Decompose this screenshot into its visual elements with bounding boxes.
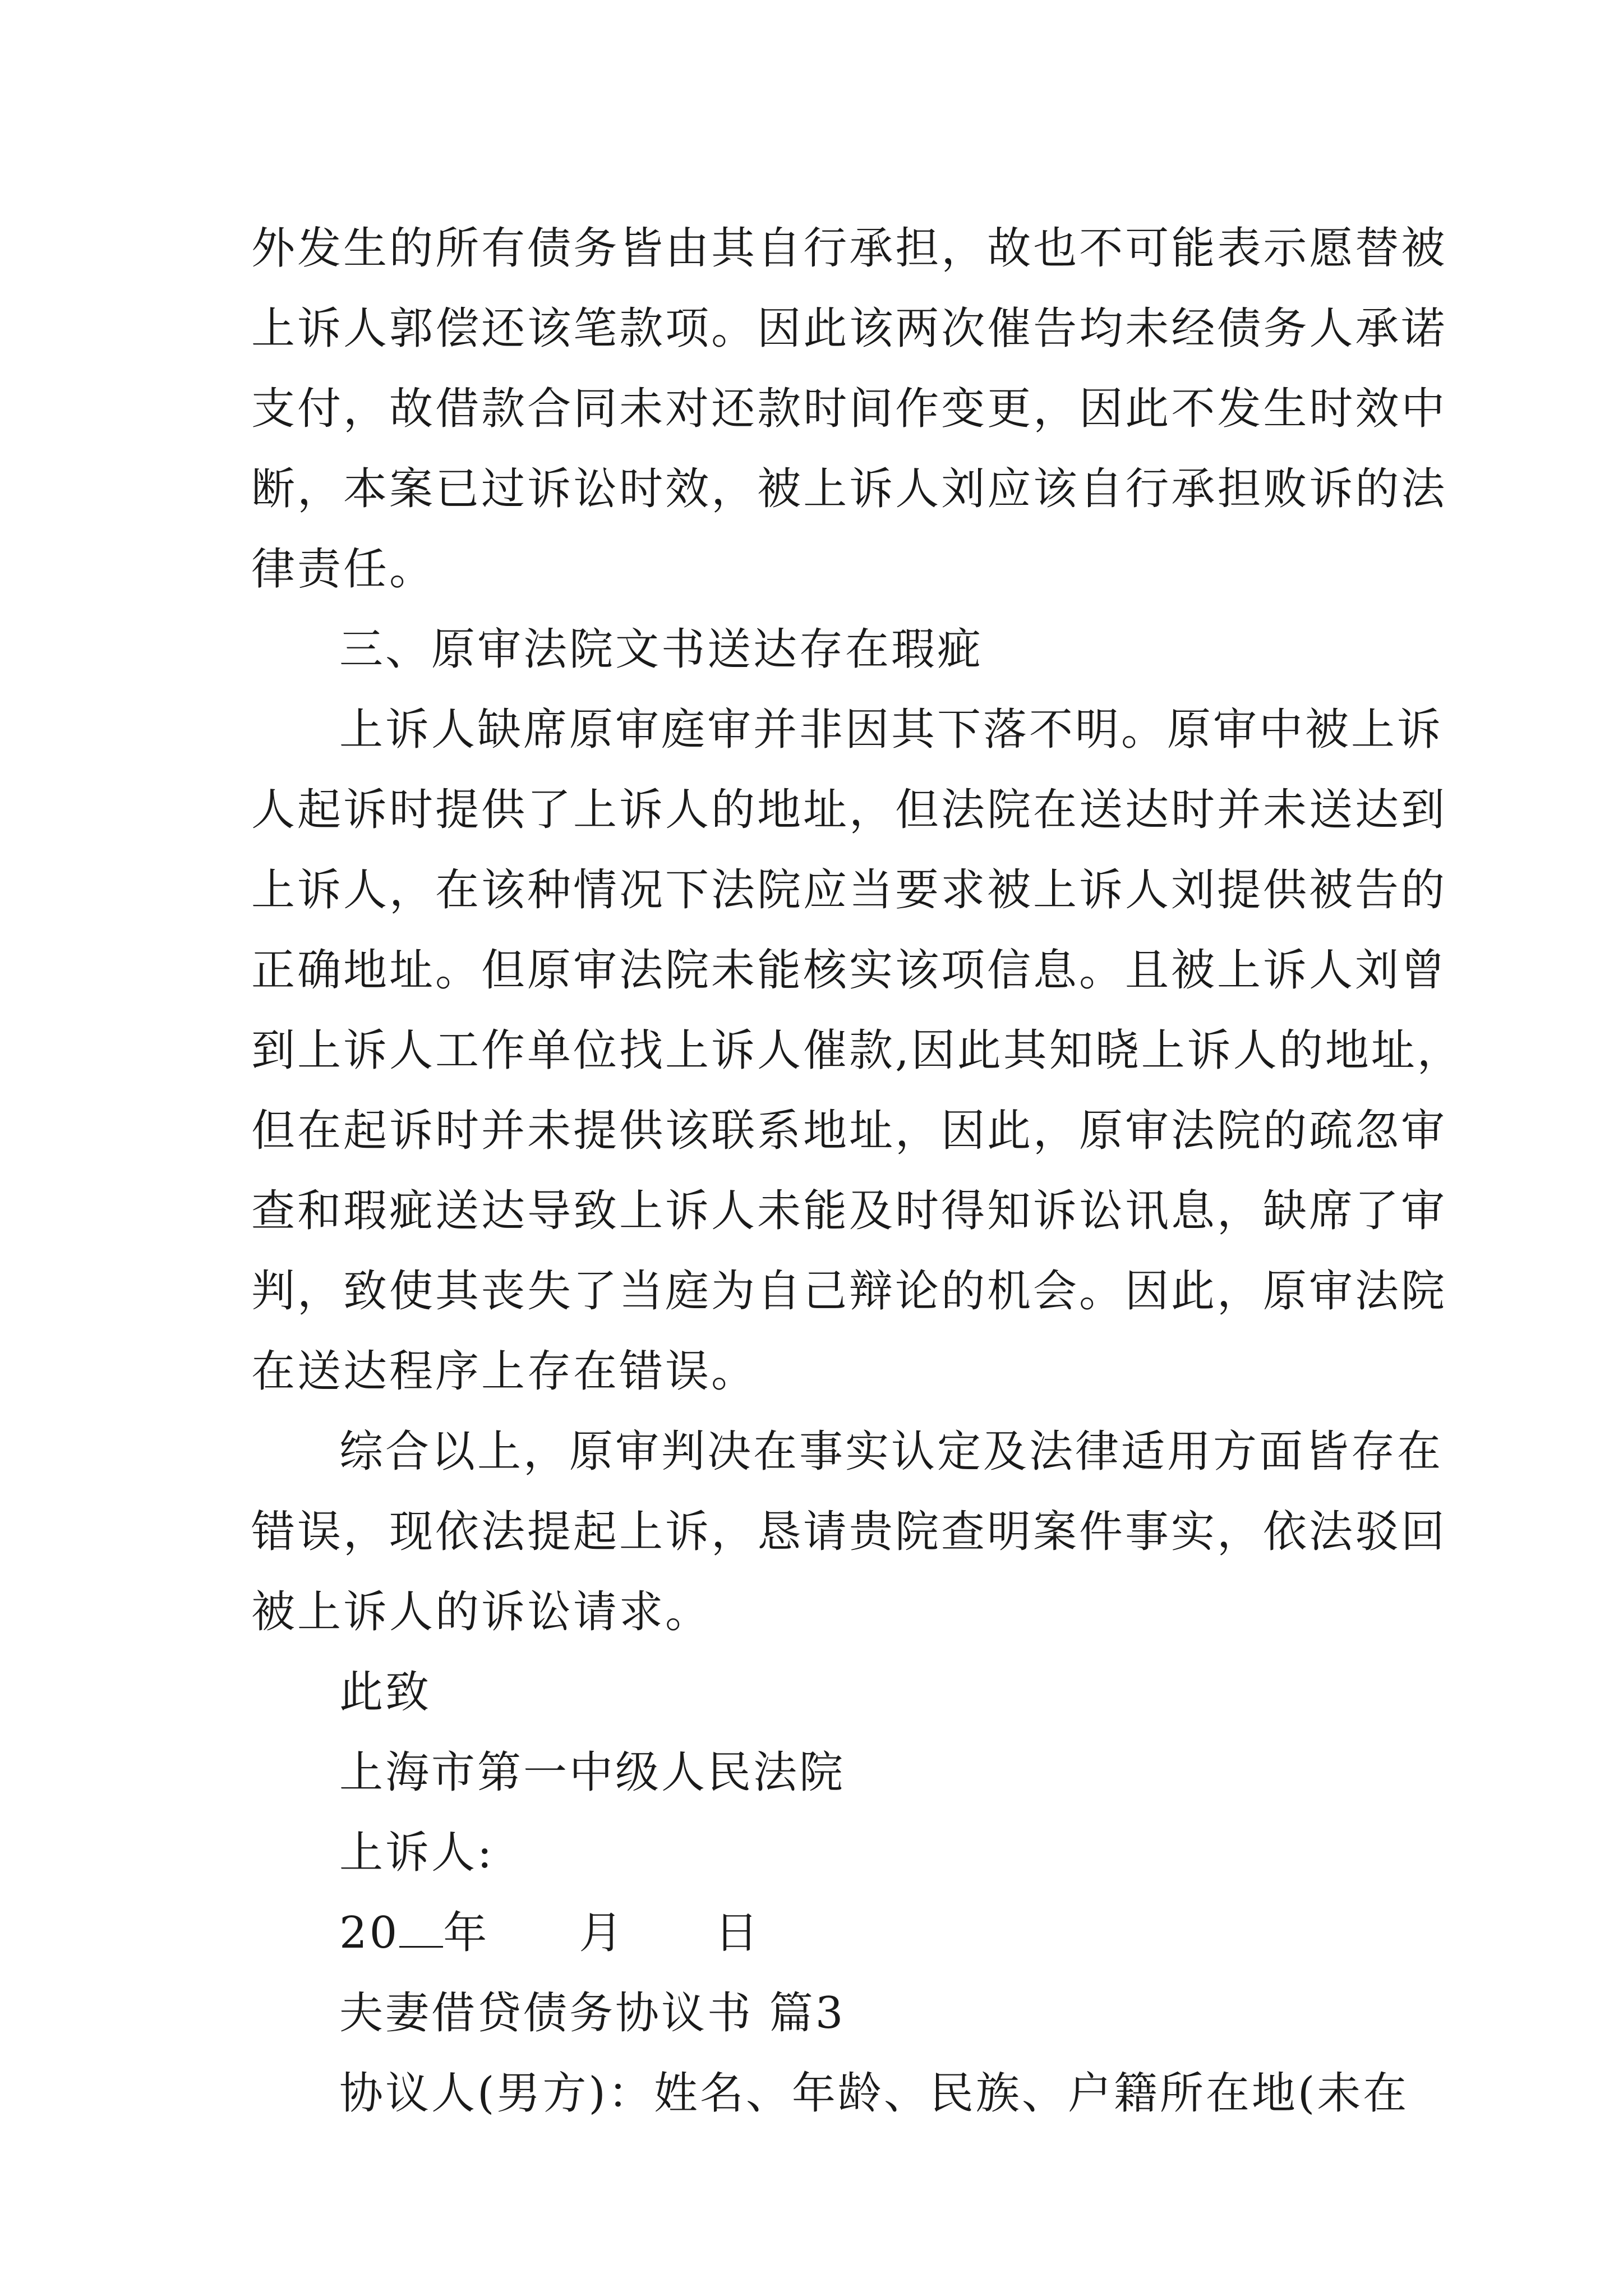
text-line: 错误，现依法提起上诉，恳请贵院查明案件事实，依法驳回 xyxy=(251,1507,1447,1557)
text-line: 上诉人缺席原审庭审并非因其下落不明。原审中被上诉 xyxy=(339,705,1444,755)
next-section-title: 夫妻借贷债务协议书 篇3 xyxy=(339,1988,846,2039)
date-month-label: 月 xyxy=(579,1908,625,1958)
text-line: 综合以上，原审判决在事实认定及法律适用方面皆存在 xyxy=(339,1427,1444,1477)
text-line: 但在起诉时并未提供该联系地址，因此，原审法院的疏忽审 xyxy=(251,1106,1447,1156)
text-line: 支 付 ， 故 借 款 合 同 未 对 还 款 时 间 作 变 更 ， 因 此 不 发 生 时 效 中 xyxy=(251,384,1447,434)
text-line: 被上诉人的诉讼请求。 xyxy=(251,1587,712,1637)
text-line: 到上诉人工作单位找上诉人催款,因此其知晓上诉人的地址， xyxy=(251,1025,1463,1076)
text-line: 上诉人，在该种情况下法院应当要求被上诉人刘提供被告的 xyxy=(251,865,1447,915)
text-line: 上 诉 人 郭 偿 还 该 笔 款 项 。 因 此 该 两 次 催 告 均 未 经 债 务 人 承 诺 xyxy=(251,303,1447,354)
date-year-prefix: 20 xyxy=(339,1908,400,1958)
text-line: 正确地址。但原审法院未能核实该项信息。且被上诉人刘曾 xyxy=(251,945,1447,996)
date-line xyxy=(251,1893,1389,1973)
document-body xyxy=(251,209,1463,2134)
date-year-label: 年 xyxy=(443,1908,490,1958)
text-line: 协议人(男方)：姓名、年龄、民族、户籍所在地(未在 xyxy=(339,2068,1409,2119)
text-line: 在送达程序上存在错误。 xyxy=(251,1346,758,1397)
text-line: 判，致使其丧失了当庭为自己辩论的机会。因此，原审法院 xyxy=(251,1266,1447,1317)
appellant-signature-label: 上诉人: xyxy=(339,1828,495,1878)
date-year-blank xyxy=(399,1912,443,1948)
text-line: 人起诉时提供了上诉人的地址，但法院在送达时并未送达到 xyxy=(251,785,1447,835)
court-name: 上海市第一中级人民法院 xyxy=(339,1747,846,1798)
text-line: 律责任。 xyxy=(251,544,436,595)
text-line: 外 发 生 的 所 有 债 务 皆 由 其 自 行 承 担 ， 故 也 不 可 能 表 示 愿 替 被 xyxy=(251,223,1447,274)
date-day-label: 日 xyxy=(714,1908,761,1958)
closing-salutation: 此致 xyxy=(339,1667,432,1718)
text-line: 查和瑕疵送达导致上诉人未能及时得知诉讼讯息，缺席了审 xyxy=(251,1186,1447,1236)
text-line: 断 ， 本 案 已 过 诉 讼 时 效 ， 被 上 诉 人 刘 应 该 自 行 承 担 败 诉 的 法 xyxy=(251,464,1447,514)
section-heading: 三、原审法院文书送达存在瑕疵 xyxy=(339,624,984,675)
